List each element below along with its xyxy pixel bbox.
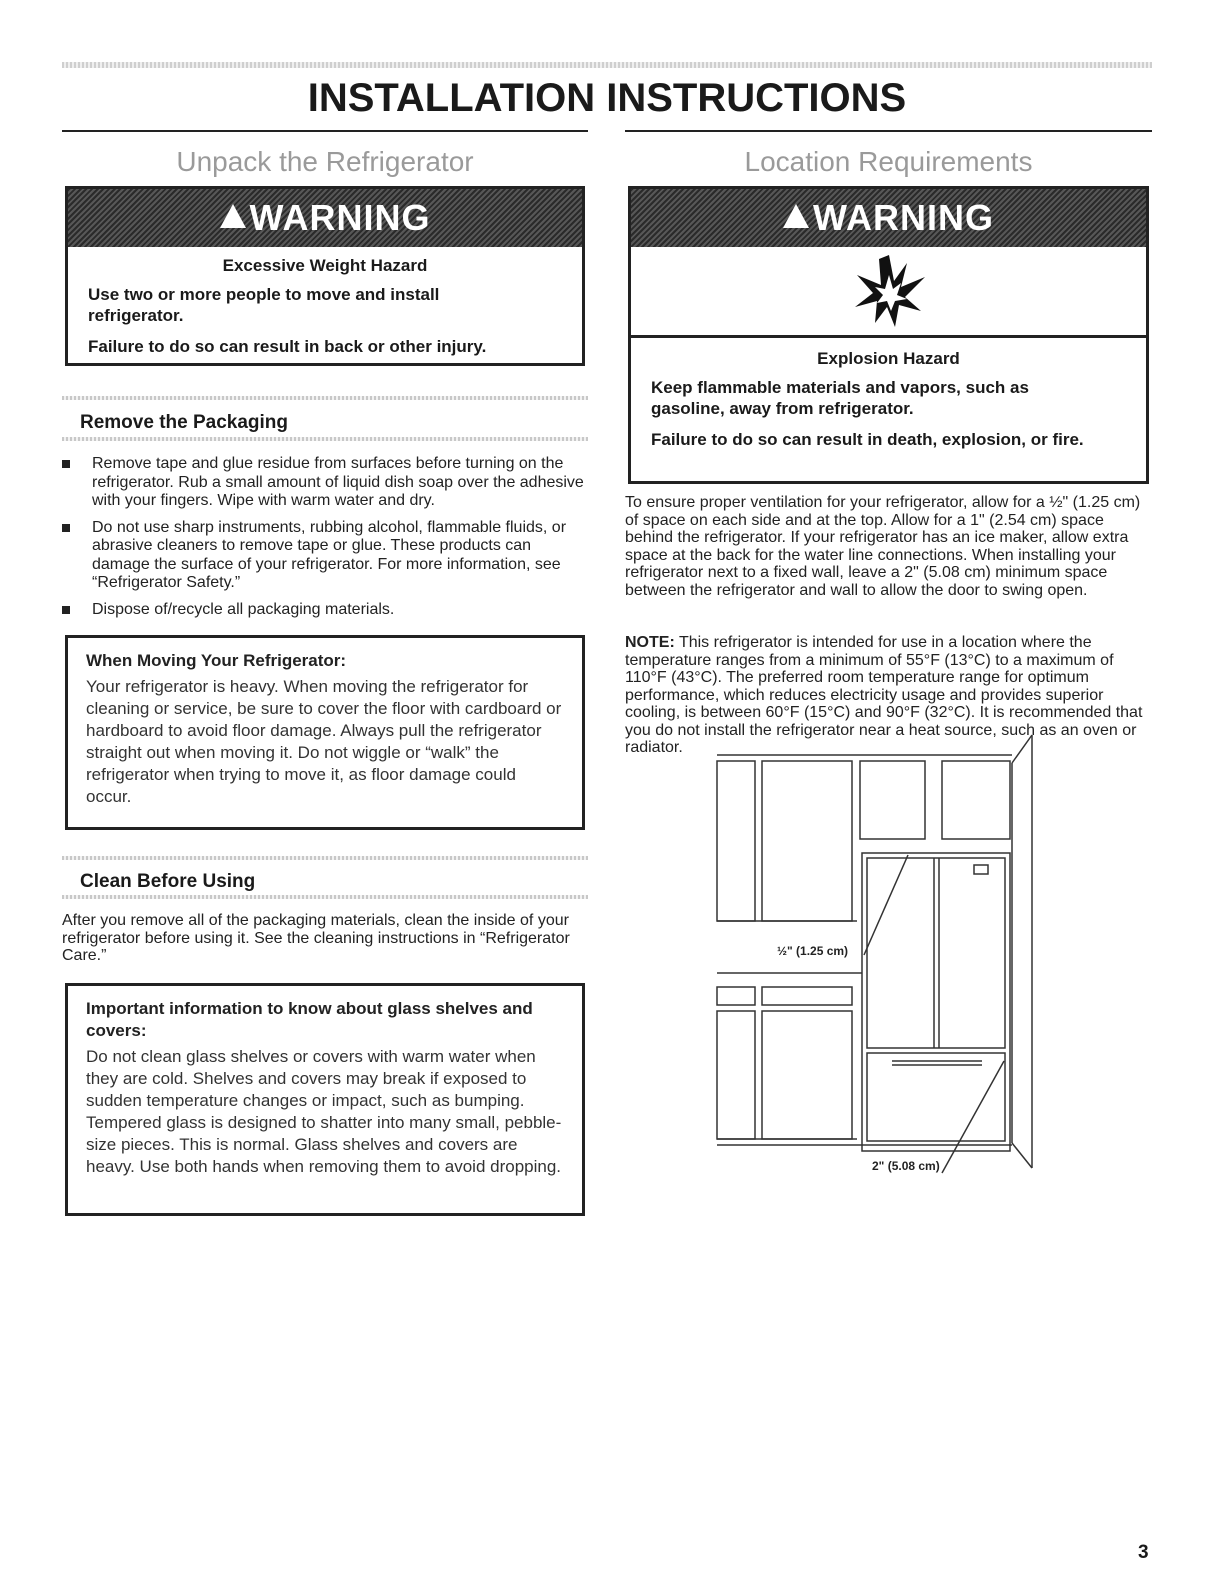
- list-item: [62, 601, 584, 620]
- moving-box-body: Your refrigerator is heavy. When moving the refrigerator for cleaning or service, be sure to cover the floor with cardboard or hardboard to avoid floor damage. Always pull the refrigerator straight out when moving it. Do not wiggle or “walk” the refrigerator when trying to move it, as floor damage could occur.: [86, 677, 562, 806]
- side-clearance-label: ½" (1.25 cm): [777, 944, 849, 958]
- bullet-text: Remove tape and glue residue from surfaces before turning on the refrigerator. Rub a small amount of liquid dish soap over the adhesive with your fingers. Wipe with warm water and dry.: [92, 455, 584, 509]
- explosion-icon-area: [631, 247, 1146, 338]
- bullet-square-icon: [62, 460, 70, 468]
- warning-triangle-icon: [220, 204, 246, 228]
- explosion-icon: [849, 251, 929, 331]
- section-divider: [62, 856, 588, 860]
- warning-label: WARNING: [249, 197, 431, 238]
- list-item: [62, 455, 584, 511]
- bullet-text: Do not use sharp instruments, rubbing alcohol, flammable fluids, or abrasive cleaners to remove tape or glue. These products can damage the surface of your refrigerator. For more information, see “Refrigerator Safety.”: [92, 518, 567, 591]
- moving-info-box: [65, 635, 585, 830]
- hazard-consequence: Failure to do so can result in death, explosion, or fire.: [651, 430, 1084, 449]
- bullet-square-icon: [62, 606, 70, 614]
- explosion-warning-box: [628, 186, 1149, 484]
- section-divider: [62, 396, 588, 400]
- bullet-square-icon: [62, 524, 70, 532]
- warning-triangle-icon: [783, 204, 809, 228]
- bullet-text: Dispose of/recycle all packaging materials.: [92, 600, 395, 618]
- warning-banner: [68, 189, 582, 247]
- packaging-bullet-list: [62, 455, 584, 627]
- hazard-instruction: Keep flammable materials and vapors, such as gasoline, away from refrigerator.: [651, 378, 1029, 418]
- unpack-heading: Unpack the Refrigerator: [176, 146, 474, 177]
- moving-box-title: When Moving Your Refrigerator:: [86, 651, 347, 670]
- remove-packaging-heading: Remove the Packaging: [80, 412, 289, 433]
- hazard-title: Excessive Weight Hazard: [222, 256, 428, 275]
- wall-clearance-label: 2" (5.08 cm): [872, 1159, 940, 1173]
- hazard-consequence: Failure to do so can result in back or other injury.: [88, 337, 487, 356]
- note-body: This refrigerator is intended for use in a location where the temperature ranges from a minimum of 55°F (13°C) to a maximum of 110°F (43°C). The preferred room temperature range for optimum performance, which reduces electricity usage and provides superior cooling, is between 60°F (15°C) and 90°F (32°C). It is recommended that you do not install the refrigerator near a heat source, such as an oven or radiator.: [625, 634, 1143, 756]
- glass-box-title: Important information to know about glass shelves and covers:: [86, 999, 533, 1040]
- page-number: 3: [1138, 1542, 1149, 1563]
- warning-banner: [631, 189, 1146, 247]
- warning-label: WARNING: [813, 197, 994, 238]
- list-item: [62, 519, 584, 593]
- glass-box-body: Do not clean glass shelves or covers with warm water when they are cold. Shelves and covers may break if exposed to sudden temperature changes or impact, such as bumping. Tempered glass is designed to shatter into many small, pebble-size pieces. This is normal. Glass shelves and covers are heavy. Use both hands when removing them to avoid dropping.: [86, 1047, 562, 1176]
- section-divider: [62, 437, 588, 441]
- glass-info-box: [65, 983, 585, 1216]
- right-title-rule: [625, 130, 1152, 132]
- clean-before-using-heading: Clean Before Using: [80, 871, 256, 892]
- page-title: INSTALLATION INSTRUCTIONS: [307, 76, 907, 120]
- hazard-instruction: Use two or more people to move and install refrigerator.: [88, 285, 440, 325]
- left-title-rule: [62, 130, 588, 132]
- top-decorative-bar: [62, 62, 1152, 68]
- hazard-title: Explosion Hazard: [817, 349, 960, 368]
- location-heading: Location Requirements: [744, 146, 1033, 177]
- section-divider: [62, 895, 588, 899]
- clean-paragraph: After you remove all of the packaging materials, clean the inside of your refrigerator before using it. See the cleaning instructions in “Refrigerator Care.”: [62, 912, 570, 964]
- weight-warning-box: [65, 186, 585, 366]
- ventilation-paragraph: To ensure proper ventilation for your refrigerator, allow for a ½" (1.25 cm) of space on each side and at the top. Allow for a 1" (2.54 cm) space behind the refrigerator. If your refrigerator has an ice maker, allow extra space at the back for the water line connections. When installing your refrigerator next to a fixed wall, leave a 2" (5.08 cm) minimum space between the refrigerator and wall to allow the door to swing open.: [625, 494, 1141, 599]
- note-label: NOTE:: [625, 634, 675, 651]
- clearance-diagram: [712, 733, 1042, 1183]
